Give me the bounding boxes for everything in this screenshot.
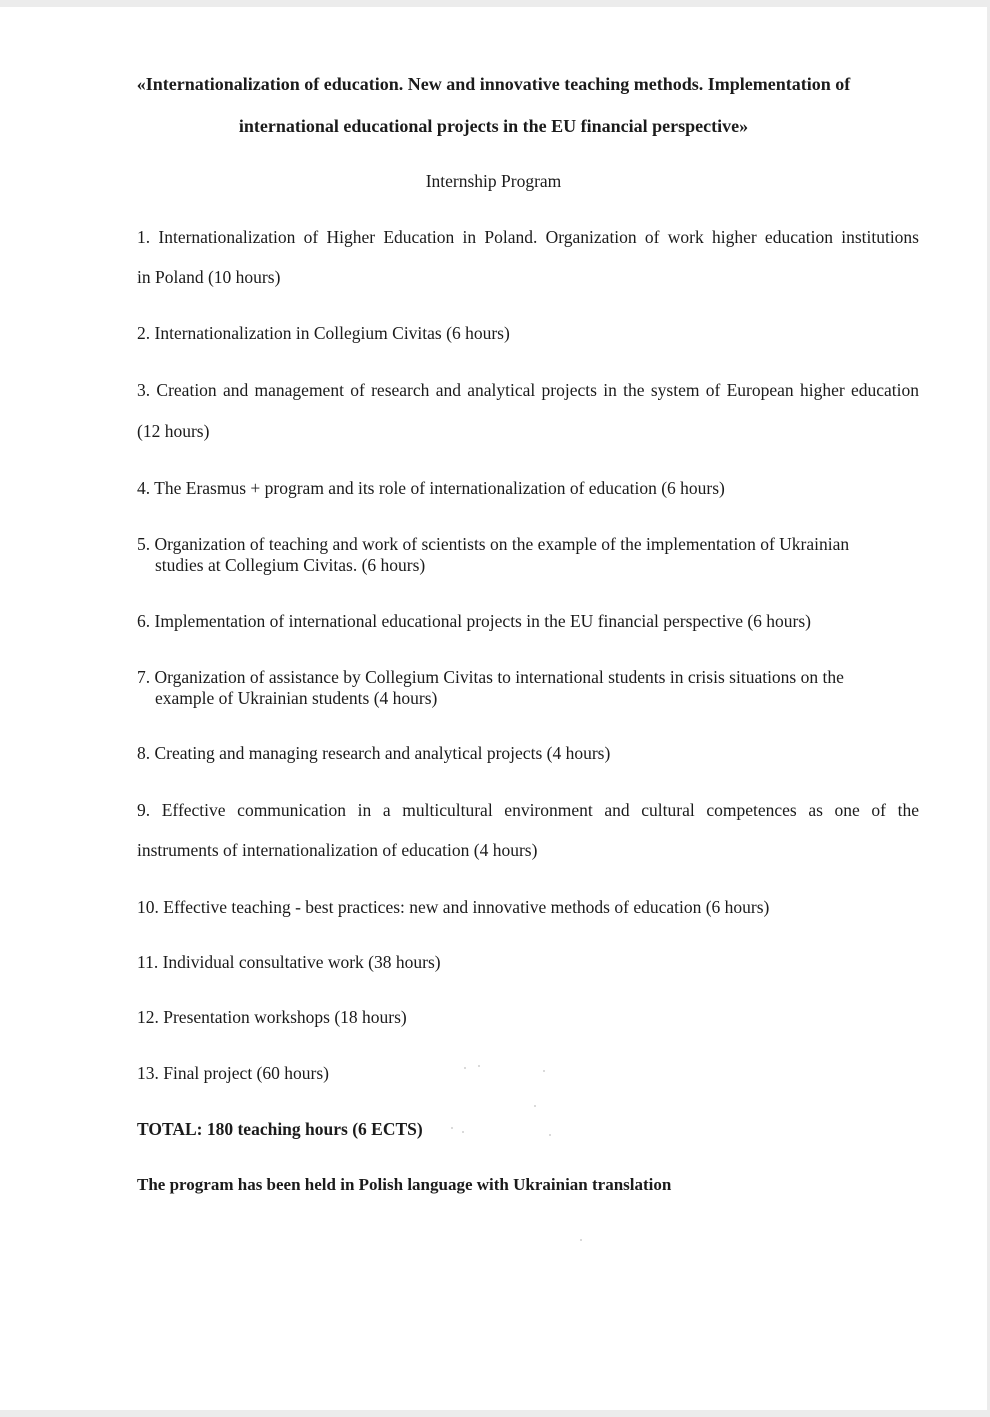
document-title-line-2: international educational projects in the EU financial perspective» xyxy=(238,116,749,136)
program-item-1-continued xyxy=(137,267,280,288)
program-item-6-line-1: 6. Implementation of international educational projects in the EU financial perspective (6 hours) xyxy=(137,611,812,631)
language-note: The program has been held in Polish language with Ukrainian translation xyxy=(137,1175,672,1194)
program-item-3 xyxy=(137,380,919,401)
program-item-1-line-1: 1. Internationalization of Higher Education in Poland. Organization of work higher education institutions xyxy=(137,227,919,247)
document-subtitle: Internship Program xyxy=(425,171,562,191)
scan-speck xyxy=(549,1134,551,1136)
program-item-6 xyxy=(137,611,811,632)
scan-speck xyxy=(580,1239,582,1241)
program-item-7 xyxy=(137,667,844,709)
program-item-10 xyxy=(137,897,769,918)
scan-speck xyxy=(464,1067,466,1069)
program-item-11 xyxy=(137,952,441,973)
program-item-5-line-2: studies at Collegium Civitas. (6 hours) xyxy=(155,555,426,575)
program-item-13-line-1: 13. Final project (60 hours) xyxy=(137,1063,329,1083)
scan-speck xyxy=(478,1065,480,1067)
total-hours: TOTAL: 180 teaching hours (6 ECTS) xyxy=(137,1119,423,1139)
program-item-2-line-1: 2. Internationalization in Collegium Civitas (6 hours) xyxy=(137,323,510,343)
program-item-3-line-1: 3. Creation and management of research and analytical projects in the system of European higher education xyxy=(137,380,919,400)
program-item-12-line-1: 12. Presentation workshops (18 hours) xyxy=(137,1007,407,1027)
scan-speck xyxy=(534,1105,536,1107)
program-item-9-continued xyxy=(137,840,537,861)
scan-speck xyxy=(462,1131,464,1133)
document-title-line-1: «Internationalization of education. New and innovative teaching methods. Implementation of xyxy=(136,74,851,94)
program-item-12 xyxy=(137,1007,407,1028)
program-item-10-line-1: 10. Effective teaching - best practices: new and innovative methods of education (6 hours) xyxy=(137,897,770,917)
program-item-13 xyxy=(137,1063,329,1084)
program-item-4-line-1: 4. The Erasmus + program and its role of internationalization of education (6 hours) xyxy=(137,478,725,498)
scan-speck xyxy=(543,1070,545,1072)
program-item-11-line-1: 11. Individual consultative work (38 hours) xyxy=(137,952,441,972)
program-item-3-line-2: (12 hours) xyxy=(137,421,210,441)
program-item-9-line-1: 9. Effective communication in a multicultural environment and cultural competences as one of the xyxy=(137,800,919,820)
document-page xyxy=(0,7,987,1410)
program-item-7-line-2: example of Ukrainian students (4 hours) xyxy=(155,688,438,708)
scan-speck xyxy=(451,1127,453,1129)
program-item-9-line-2: instruments of internationalization of education (4 hours) xyxy=(137,840,538,860)
program-item-3-continued xyxy=(137,421,209,442)
program-item-4 xyxy=(137,478,725,499)
program-item-8-line-1: 8. Creating and managing research and analytical projects (4 hours) xyxy=(137,743,611,763)
program-item-9 xyxy=(137,800,919,821)
program-item-7-line-1: 7. Organization of assistance by Collegium Civitas to international students in crisis situations on the xyxy=(137,667,844,687)
program-item-5 xyxy=(137,534,849,576)
program-item-2 xyxy=(137,323,510,344)
program-item-5-line-1: 5. Organization of teaching and work of scientists on the example of the implementation of Ukrainian xyxy=(137,534,850,554)
program-item-1 xyxy=(137,227,919,248)
program-item-8 xyxy=(137,743,610,764)
program-item-1-line-2: in Poland (10 hours) xyxy=(137,267,281,287)
